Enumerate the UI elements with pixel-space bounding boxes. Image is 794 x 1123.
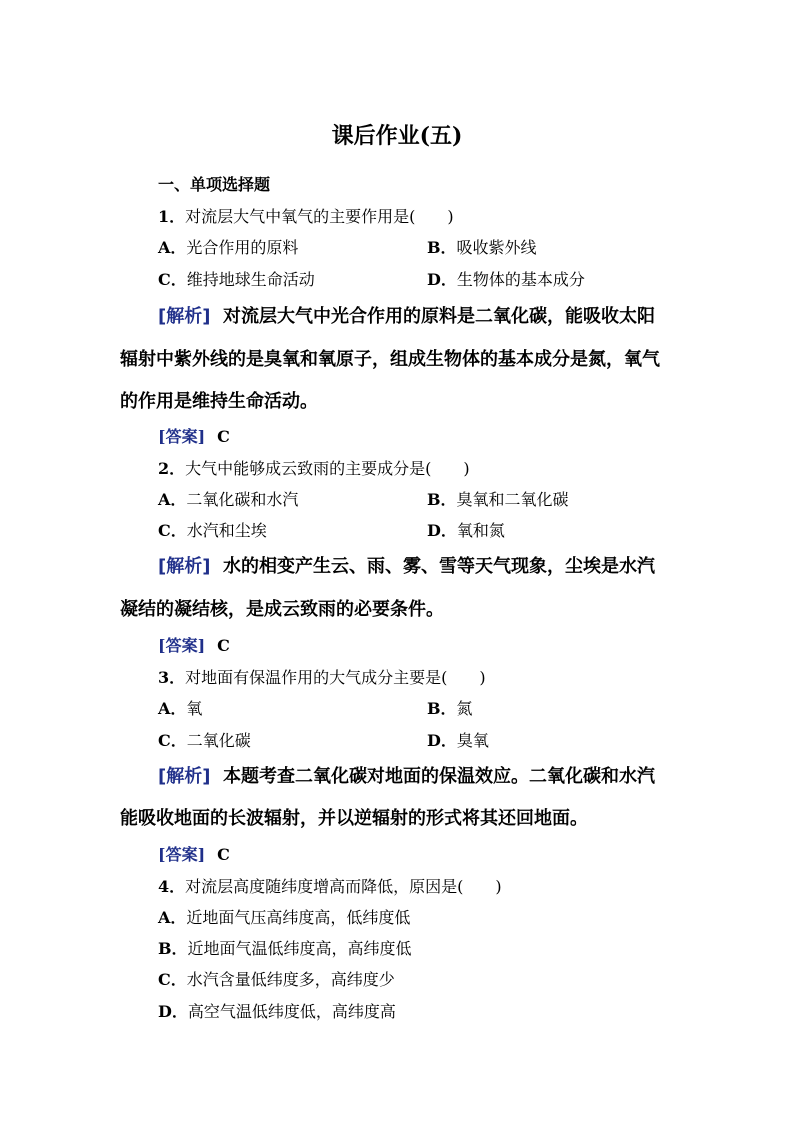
option-text: 臭氧 (456, 731, 489, 750)
question-1-option-a (158, 237, 298, 259)
question-4-option-c (158, 969, 395, 991)
question-text: 大气中能够成云致雨的主要成分是( ) (185, 459, 470, 478)
option-letter: C． (158, 970, 187, 989)
option-letter: A． (158, 699, 187, 718)
option-letter: C． (158, 270, 187, 289)
option-letter: A． (158, 490, 187, 509)
option-letter: D． (427, 731, 457, 750)
question-4-option-d (158, 1001, 396, 1023)
option-text: 维持地球生命活动 (186, 270, 315, 289)
option-letter: B． (427, 238, 457, 257)
question-2-option-d (427, 520, 505, 542)
option-text: 高空气温低纬度低，高纬度高 (187, 1002, 396, 1021)
question-1-option-d (427, 269, 585, 291)
option-letter: B． (427, 699, 457, 718)
question-text: 对流层高度随纬度增高而降低，原因是( ) (185, 877, 502, 896)
option-letter: B． (427, 490, 457, 509)
answer-tag: [答案] (158, 636, 206, 655)
explain-text: 本题考查二氧化碳对地面的保温效应。二氧化碳和水汽 (223, 766, 655, 787)
option-text: 二氧化碳 (186, 731, 251, 750)
section-heading: 一、单项选择题 (158, 175, 271, 194)
question-2-answer (158, 635, 230, 657)
answer-value: C (217, 845, 230, 864)
question-number: 1． (158, 207, 186, 226)
option-text: 二氧化碳和水汽 (186, 490, 299, 509)
option-text: 光合作用的原料 (186, 238, 299, 257)
question-3-option-a (158, 698, 202, 720)
question-3-answer (158, 844, 230, 866)
option-letter: D． (427, 521, 457, 540)
explain-tag: [解析] (158, 766, 211, 787)
option-text: 氧 (186, 699, 203, 718)
option-text: 吸收紫外线 (456, 238, 537, 257)
question-2-option-b (427, 489, 569, 511)
question-2-explain-line-1 (158, 546, 655, 588)
explain-tag: [解析] (158, 306, 211, 327)
question-3-explain-line-1 (158, 756, 655, 798)
question-2-stem (158, 458, 470, 480)
question-1-option-b (427, 237, 537, 259)
question-3-stem (158, 667, 486, 689)
option-text: 水汽和尘埃 (186, 521, 267, 540)
question-2-option-c (158, 520, 267, 542)
page-title: 课后作业(五) (331, 123, 463, 149)
question-1-stem (158, 206, 454, 228)
option-text: 水汽含量低纬度多，高纬度少 (186, 970, 395, 989)
question-number: 2． (158, 459, 186, 478)
option-text: 氧和氮 (456, 521, 505, 540)
question-2-explain-line-2: 凝结的凝结核，是成云致雨的必要条件。 (120, 599, 444, 620)
question-4-stem (158, 876, 502, 898)
option-letter: A． (158, 908, 187, 927)
option-text: 近地面气压高纬度高，低纬度低 (186, 908, 411, 927)
answer-tag: [答案] (158, 427, 206, 446)
question-3-option-d (427, 730, 489, 752)
explain-tag: [解析] (158, 556, 211, 577)
question-text: 对地面有保温作用的大气成分主要是( ) (185, 668, 486, 687)
option-letter: A． (158, 238, 187, 257)
question-text: 对流层大气中氧气的主要作用是( ) (185, 207, 454, 226)
explain-text: 水的相变产生云、雨、雾、雪等天气现象，尘埃是水汽 (223, 556, 655, 577)
option-text: 氮 (456, 699, 473, 718)
question-number: 3． (158, 668, 186, 687)
question-3-explain-line-2: 能吸收地面的长波辐射，并以逆辐射的形式将其还回地面。 (120, 808, 588, 829)
question-3-option-c (158, 730, 251, 752)
question-1-explain-line-1 (158, 296, 655, 338)
question-4-option-b (158, 938, 412, 960)
answer-value: C (217, 427, 230, 446)
answer-tag: [答案] (158, 845, 206, 864)
question-1-explain-line-2: 辐射中紫外线的是臭氧和氧原子，组成生物体的基本成分是氮，氧气 (120, 349, 660, 370)
question-number: 4． (158, 877, 186, 896)
explain-text: 对流层大气中光合作用的原料是二氧化碳，能吸收太阳 (223, 306, 655, 327)
option-letter: C． (158, 731, 187, 750)
question-2-option-a (158, 489, 298, 511)
option-text: 臭氧和二氧化碳 (456, 490, 569, 509)
option-text: 生物体的基本成分 (456, 270, 585, 289)
question-1-explain-line-3: 的作用是维持生命活动。 (120, 391, 318, 412)
question-4-option-a (158, 907, 410, 929)
question-1-answer (158, 426, 230, 448)
option-letter: D． (427, 270, 457, 289)
question-1-option-c (158, 269, 315, 291)
option-letter: C． (158, 521, 187, 540)
answer-value: C (217, 636, 230, 655)
option-letter: D． (158, 1002, 188, 1021)
question-3-option-b (427, 698, 473, 720)
option-text: 近地面气温低纬度高，高纬度低 (187, 939, 412, 958)
option-letter: B． (158, 939, 188, 958)
